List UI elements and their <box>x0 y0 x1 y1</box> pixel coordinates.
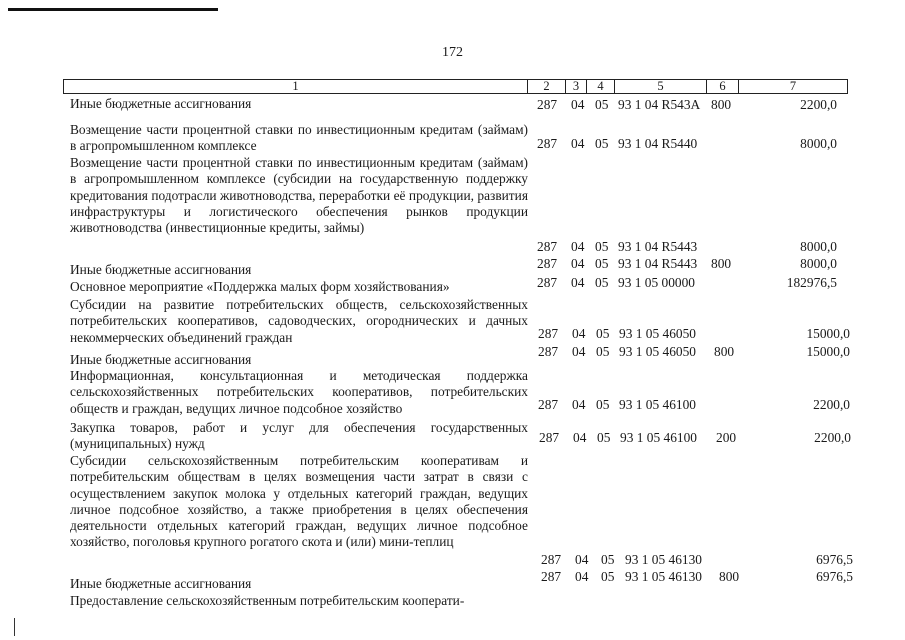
amount: 15000,0 <box>806 326 850 341</box>
ministry-code: 287 <box>539 430 560 445</box>
subsection-code: 05 <box>595 275 609 290</box>
amount: 8000,0 <box>800 239 837 254</box>
target-code: 93 1 05 00000 <box>618 275 695 290</box>
section-code: 04 <box>572 344 586 359</box>
amount: 8000,0 <box>800 256 837 271</box>
amount: 2200,0 <box>800 97 837 112</box>
section-code: 04 <box>571 97 585 112</box>
section-code: 04 <box>571 275 585 290</box>
subsection-code: 05 <box>595 136 609 151</box>
ministry-code: 287 <box>538 344 559 359</box>
section-code: 04 <box>572 397 586 412</box>
subsection-code: 05 <box>597 430 611 445</box>
row-description: Основное мероприятие «Поддержка малых форм хозяйствования» <box>70 279 450 294</box>
target-code: 93 1 04 R5443 <box>618 239 698 254</box>
ministry-code: 287 <box>541 552 562 567</box>
section-code: 04 <box>575 569 589 584</box>
subsection-code: 05 <box>596 344 610 359</box>
ministry-code: 287 <box>537 275 558 290</box>
amount: 15000,0 <box>806 344 850 359</box>
header-col-3: 3 <box>565 79 587 94</box>
expense-type: 800 <box>719 569 740 584</box>
target-code: 93 1 04 R543А <box>618 97 701 112</box>
section-code: 04 <box>572 326 586 341</box>
subsection-code: 05 <box>595 97 609 112</box>
target-code: 93 1 05 46050 <box>619 326 696 341</box>
section-code: 04 <box>573 430 587 445</box>
subsection-code: 05 <box>596 326 610 341</box>
target-code: 93 1 04 R5440 <box>618 136 698 151</box>
subsection-code: 05 <box>601 552 615 567</box>
target-code: 93 1 05 46050 <box>619 344 696 359</box>
amount: 2200,0 <box>813 397 850 412</box>
row-description: Возмещение части процентной ставки по инвестиционным кредитам (займам) в агропромышленном комплексе <box>70 122 528 154</box>
section-code: 04 <box>575 552 589 567</box>
margin-mark <box>14 618 15 636</box>
page-number: 172 <box>442 45 463 60</box>
row-description: Иные бюджетные ассигнования <box>70 576 252 591</box>
ministry-code: 287 <box>541 569 562 584</box>
header-col-7: 7 <box>738 79 848 94</box>
row-description: Возмещение части процентной ставки по инвестиционным кредитам (займам) в агропромышленном комплексе (субсидии на государственную поддержку кредитования подотрасли животноводства, переработки её продукции, развития инфраструктуры и логистического обеспечения рынков продукции животноводства (инвестиционные кредиты, займы) <box>70 155 528 236</box>
header-col-1: 1 <box>63 79 528 94</box>
expense-type: 800 <box>711 97 732 112</box>
expense-type: 800 <box>711 256 732 271</box>
row-description: Предоставление сельскохозяйственным потребительским кооперати- <box>70 593 465 608</box>
target-code: 93 1 05 46100 <box>619 397 696 412</box>
row-description: Информационная, консультационная и методическая поддержка сельскохозяйственных потребительских кооперативов, потребительских обществ и граждан, ведущих личное подсобное хозяйство <box>70 368 528 416</box>
row-description: Иные бюджетные ассигнования <box>70 352 252 367</box>
header-col-2: 2 <box>527 79 566 94</box>
row-description: Иные бюджетные ассигнования <box>70 96 252 111</box>
row-description: Иные бюджетные ассигнования <box>70 262 252 277</box>
ministry-code: 287 <box>537 239 558 254</box>
subsection-code: 05 <box>595 239 609 254</box>
subsection-code: 05 <box>596 397 610 412</box>
target-code: 93 1 05 46130 <box>625 569 702 584</box>
amount: 8000,0 <box>800 136 837 151</box>
amount: 2200,0 <box>814 430 851 445</box>
ministry-code: 287 <box>538 326 559 341</box>
expense-type: 200 <box>716 430 737 445</box>
target-code: 93 1 05 46130 <box>625 552 702 567</box>
section-code: 04 <box>571 239 585 254</box>
ministry-code: 287 <box>537 256 558 271</box>
top-rule <box>8 8 218 11</box>
target-code: 93 1 05 46100 <box>620 430 697 445</box>
target-code: 93 1 04 R5443 <box>618 256 698 271</box>
header-col-5: 5 <box>614 79 707 94</box>
ministry-code: 287 <box>538 397 559 412</box>
row-description: Закупка товаров, работ и услуг для обеспечения государственных (муниципальных) нужд <box>70 420 528 452</box>
subsection-code: 05 <box>595 256 609 271</box>
ministry-code: 287 <box>537 136 558 151</box>
expense-type: 800 <box>714 344 735 359</box>
subsection-code: 05 <box>601 569 615 584</box>
header-col-4: 4 <box>586 79 615 94</box>
amount: 6976,5 <box>816 569 853 584</box>
row-description: Субсидии сельскохозяйственным потребительским кооперативам и потребительским обществам в целях возмещения части затрат в связи с осуществлением закупок молока у отдельных категорий граждан, ведущих личное подсобное хозяйство, а также приобретения в целях обеспечения деятельности отдельных категорий граждан, ведущих личное подсобное хозяйство, поголовья крупного рогатого скота и (или) мини-теплиц <box>70 453 528 550</box>
section-code: 04 <box>571 256 585 271</box>
ministry-code: 287 <box>537 97 558 112</box>
section-code: 04 <box>571 136 585 151</box>
amount: 6976,5 <box>816 552 853 567</box>
amount: 182976,5 <box>786 275 837 290</box>
row-description: Субсидии на развитие потребительских обществ, сельскохозяйственных потребительских кооперативов, садоводческих, огороднических и дачных некоммерческих объединений граждан <box>70 297 528 345</box>
header-col-6: 6 <box>706 79 739 94</box>
